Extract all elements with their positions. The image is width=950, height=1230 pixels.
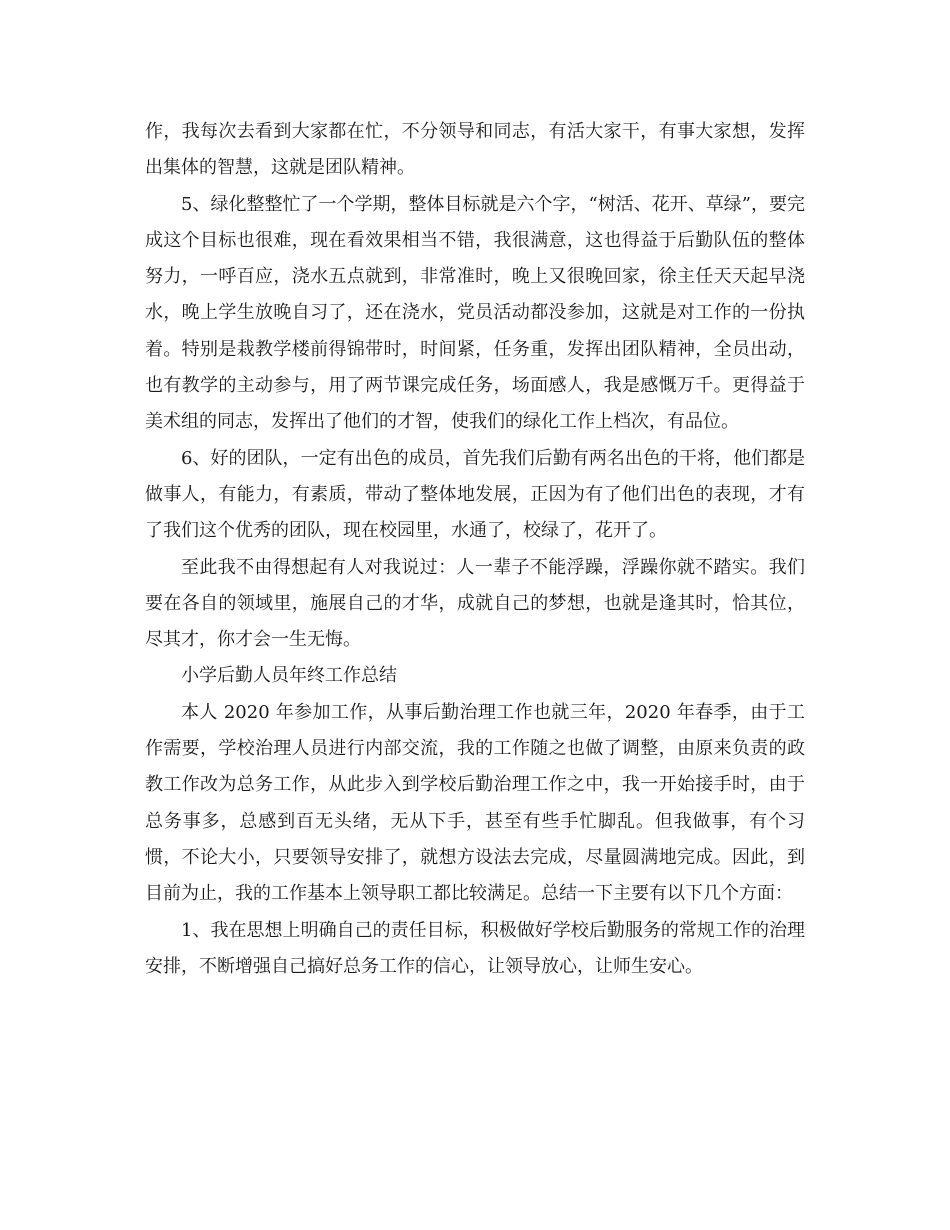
document-body <box>145 114 805 985</box>
paragraph-item-5-greening: 5、绿化整整忙了一个学期，整体目标就是六个字，“树活、花开、草绿”，要完成这个目标也很难，现在看效果相当不错，我很满意，这也得益于后勤队伍的整体努力，一呼百应，浇水五点就到，非常准时，晚上又很晚回家，徐主任天天起早浇水，晚上学生放晚自习了，还在浇水，党员活动都没参加，这就是对工作的一份执着。特别是栽教学楼前得锦带时，时间紧，任务重，发挥出团队精神，全员出动，也有教学的主动参与，用了两节课完成任务，场面感人，我是感慨万千。更得益于美术组的同志，发挥出了他们的才智，使我们的绿化工作上档次，有品位。 <box>145 193 805 433</box>
paragraph-reflection: 至此我不由得想起有人对我说过：人一辈子不能浮躁，浮躁你就不踏实。我们要在各自的领域里，施展自己的才华，成就自己的梦想，也就是逢其时，恰其位，尽其才，你才会一生无悔。 <box>145 556 805 651</box>
paragraph-continuation: 作，我每次去看到大家都在忙，不分领导和同志，有活大家干，有事大家想，发挥出集体的智慧，这就是团队精神。 <box>145 121 805 179</box>
paragraph-item-1-responsibility: 1、我在思想上明确自己的责任目标，积极做好学校后勤服务的常规工作的治理安排，不断增强自己搞好总务工作的信心，让领导放心，让师生安心。 <box>145 919 805 977</box>
paragraph-item-6-team: 6、好的团队，一定有出色的成员，首先我们后勤有两名出色的干将，他们都是做事人，有能力，有素质，带动了整体地发展，正因为有了他们出色的表现，才有了我们这个优秀的团队，现在校园里，水通了，校绿了，花开了。 <box>145 447 805 542</box>
section-title: 小学后勤人员年终工作总结 <box>181 665 397 687</box>
paragraph-introduction: 本人 2020 年参加工作，从事后勤治理工作也就三年，2020 年春季，由于工作需要，学校治理人员进行内部交流，我的工作随之也做了调整，由原来负责的政教工作改为总务工作，从此步入到学校后勤治理工作之中，我一开始接手时，由于总务事多，总感到百无头绪，无从下手，甚至有些手忙脚乱。但我做事，有个习惯，不论大小，只要领导安排了，就想方设法去完成，尽量圆满地完成。因此，到目前为止，我的工作基本上领导职工都比较满足。总结一下主要有以下几个方面： <box>145 701 805 905</box>
